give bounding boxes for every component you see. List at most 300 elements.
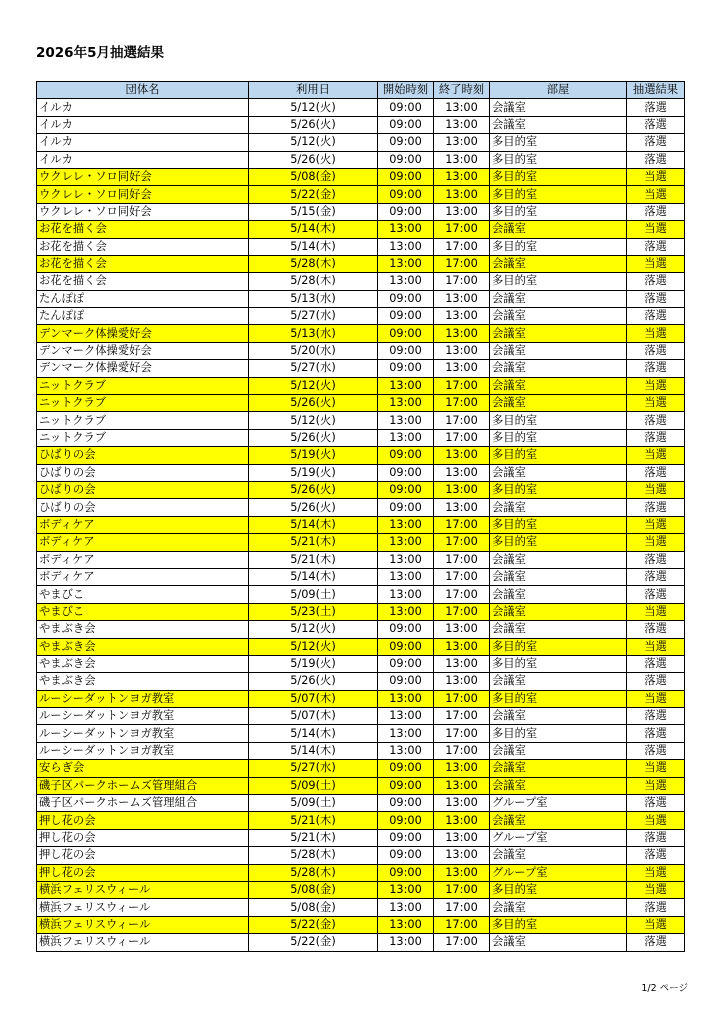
start-time-cell: 09:00	[378, 847, 434, 864]
use-date-cell: 5/28(木)	[249, 255, 378, 272]
end-time-cell: 13:00	[434, 168, 490, 185]
use-date-cell: 5/26(火)	[249, 151, 378, 168]
result-cell: 当選	[627, 377, 685, 394]
use-date-cell: 5/21(木)	[249, 534, 378, 551]
group-name-cell: イルカ	[37, 99, 249, 116]
start-time-cell: 13:00	[378, 516, 434, 533]
room-cell: 会議室	[490, 742, 627, 759]
use-date-cell: 5/12(火)	[249, 621, 378, 638]
table-row	[37, 899, 685, 916]
use-date-cell: 5/12(火)	[249, 134, 378, 151]
result-cell: 落選	[627, 725, 685, 742]
room-cell: 会議室	[490, 377, 627, 394]
room-cell: 多目的室	[490, 916, 627, 933]
group-name-cell: 安らぎ会	[37, 760, 249, 777]
use-date-cell: 5/21(木)	[249, 812, 378, 829]
start-time-cell: 09:00	[378, 99, 434, 116]
use-date-cell: 5/14(木)	[249, 742, 378, 759]
table-row	[37, 464, 685, 481]
use-date-cell: 5/09(土)	[249, 586, 378, 603]
end-time-cell: 17:00	[434, 255, 490, 272]
room-cell: 会議室	[490, 464, 627, 481]
start-time-cell: 13:00	[378, 725, 434, 742]
room-cell: 多目的室	[490, 273, 627, 290]
header-end-time: 終了時刻	[434, 82, 490, 99]
result-cell: 落選	[627, 273, 685, 290]
start-time-cell: 09:00	[378, 151, 434, 168]
use-date-cell: 5/26(火)	[249, 116, 378, 133]
end-time-cell: 17:00	[434, 708, 490, 725]
end-time-cell: 17:00	[434, 551, 490, 568]
group-name-cell: イルカ	[37, 151, 249, 168]
end-time-cell: 13:00	[434, 621, 490, 638]
result-cell: 落選	[627, 655, 685, 672]
use-date-cell: 5/15(金)	[249, 203, 378, 220]
start-time-cell: 13:00	[378, 255, 434, 272]
use-date-cell: 5/13(水)	[249, 325, 378, 342]
result-cell: 当選	[627, 812, 685, 829]
start-time-cell: 09:00	[378, 777, 434, 794]
group-name-cell: イルカ	[37, 116, 249, 133]
header-room: 部屋	[490, 82, 627, 99]
table-row	[37, 481, 685, 498]
start-time-cell: 09:00	[378, 499, 434, 516]
table-row	[37, 673, 685, 690]
use-date-cell: 5/22(金)	[249, 186, 378, 203]
start-time-cell: 13:00	[378, 551, 434, 568]
group-name-cell: ウクレレ・ソロ同好会	[37, 203, 249, 220]
group-name-cell: やまぶき会	[37, 621, 249, 638]
table-row	[37, 864, 685, 881]
result-cell: 落選	[627, 621, 685, 638]
end-time-cell: 13:00	[434, 638, 490, 655]
result-cell: 落選	[627, 308, 685, 325]
table-row	[37, 447, 685, 464]
end-time-cell: 17:00	[434, 881, 490, 898]
group-name-cell: イルカ	[37, 134, 249, 151]
room-cell: 多目的室	[490, 690, 627, 707]
start-time-cell: 09:00	[378, 655, 434, 672]
result-cell: 落選	[627, 151, 685, 168]
group-name-cell: ニットクラブ	[37, 412, 249, 429]
use-date-cell: 5/21(木)	[249, 829, 378, 846]
table-row	[37, 603, 685, 620]
room-cell: 会議室	[490, 395, 627, 412]
start-time-cell: 13:00	[378, 568, 434, 585]
end-time-cell: 17:00	[434, 221, 490, 238]
result-cell: 落選	[627, 899, 685, 916]
use-date-cell: 5/12(火)	[249, 99, 378, 116]
end-time-cell: 17:00	[434, 742, 490, 759]
lottery-results-table	[36, 81, 685, 952]
group-name-cell: ひばりの会	[37, 464, 249, 481]
start-time-cell: 09:00	[378, 308, 434, 325]
table-row	[37, 238, 685, 255]
end-time-cell: 13:00	[434, 447, 490, 464]
end-time-cell: 13:00	[434, 464, 490, 481]
result-cell: 落選	[627, 429, 685, 446]
start-time-cell: 13:00	[378, 221, 434, 238]
table-row	[37, 168, 685, 185]
room-cell: 会議室	[490, 568, 627, 585]
end-time-cell: 17:00	[434, 412, 490, 429]
room-cell: 会議室	[490, 290, 627, 307]
end-time-cell: 13:00	[434, 777, 490, 794]
start-time-cell: 09:00	[378, 116, 434, 133]
group-name-cell: お花を描く会	[37, 221, 249, 238]
use-date-cell: 5/12(火)	[249, 412, 378, 429]
use-date-cell: 5/26(火)	[249, 481, 378, 498]
end-time-cell: 13:00	[434, 847, 490, 864]
page-indicator: 1/2 ページ	[641, 983, 688, 994]
group-name-cell: 横浜フェリスウィール	[37, 899, 249, 916]
end-time-cell: 17:00	[434, 516, 490, 533]
use-date-cell: 5/28(木)	[249, 864, 378, 881]
room-cell: 会議室	[490, 360, 627, 377]
table-row	[37, 934, 685, 951]
table-row	[37, 742, 685, 759]
room-cell: 会議室	[490, 812, 627, 829]
end-time-cell: 17:00	[434, 586, 490, 603]
group-name-cell: 押し花の会	[37, 812, 249, 829]
table-body	[37, 99, 685, 951]
table-row	[37, 847, 685, 864]
room-cell: 会議室	[490, 221, 627, 238]
result-cell: 当選	[627, 916, 685, 933]
table-header-row	[37, 82, 685, 99]
start-time-cell: 13:00	[378, 395, 434, 412]
group-name-cell: デンマーク体操愛好会	[37, 360, 249, 377]
end-time-cell: 13:00	[434, 760, 490, 777]
result-cell: 落選	[627, 673, 685, 690]
result-cell: 落選	[627, 795, 685, 812]
end-time-cell: 17:00	[434, 916, 490, 933]
page-title: 2026年5月抽選結果	[36, 45, 164, 61]
room-cell: 会議室	[490, 308, 627, 325]
use-date-cell: 5/09(土)	[249, 795, 378, 812]
start-time-cell: 13:00	[378, 238, 434, 255]
result-cell: 落選	[627, 742, 685, 759]
room-cell: 会議室	[490, 777, 627, 794]
group-name-cell: ルーシーダットンヨガ教室	[37, 742, 249, 759]
group-name-cell: やまびこ	[37, 586, 249, 603]
table-row	[37, 638, 685, 655]
end-time-cell: 13:00	[434, 673, 490, 690]
end-time-cell: 17:00	[434, 534, 490, 551]
result-cell: 落選	[627, 586, 685, 603]
group-name-cell: ルーシーダットンヨガ教室	[37, 690, 249, 707]
room-cell: 多目的室	[490, 481, 627, 498]
group-name-cell: たんぽぽ	[37, 290, 249, 307]
use-date-cell: 5/08(金)	[249, 168, 378, 185]
use-date-cell: 5/26(火)	[249, 429, 378, 446]
group-name-cell: 横浜フェリスウィール	[37, 881, 249, 898]
result-cell: 落選	[627, 116, 685, 133]
end-time-cell: 13:00	[434, 829, 490, 846]
end-time-cell: 17:00	[434, 690, 490, 707]
room-cell: 多目的室	[490, 638, 627, 655]
room-cell: 会議室	[490, 551, 627, 568]
group-name-cell: ひばりの会	[37, 481, 249, 498]
group-name-cell: やまぶき会	[37, 638, 249, 655]
room-cell: 多目的室	[490, 725, 627, 742]
start-time-cell: 13:00	[378, 412, 434, 429]
result-cell: 当選	[627, 864, 685, 881]
end-time-cell: 13:00	[434, 186, 490, 203]
result-cell: 落選	[627, 342, 685, 359]
start-time-cell: 13:00	[378, 916, 434, 933]
result-cell: 落選	[627, 134, 685, 151]
table-row	[37, 221, 685, 238]
result-cell: 落選	[627, 360, 685, 377]
start-time-cell: 09:00	[378, 186, 434, 203]
room-cell: 多目的室	[490, 516, 627, 533]
group-name-cell: ひばりの会	[37, 499, 249, 516]
room-cell: 多目的室	[490, 238, 627, 255]
use-date-cell: 5/14(木)	[249, 725, 378, 742]
group-name-cell: ルーシーダットンヨガ教室	[37, 708, 249, 725]
end-time-cell: 17:00	[434, 238, 490, 255]
group-name-cell: ルーシーダットンヨガ教室	[37, 725, 249, 742]
use-date-cell: 5/23(土)	[249, 603, 378, 620]
group-name-cell: ニットクラブ	[37, 395, 249, 412]
end-time-cell: 13:00	[434, 655, 490, 672]
group-name-cell: 横浜フェリスウィール	[37, 934, 249, 951]
use-date-cell: 5/14(木)	[249, 568, 378, 585]
result-cell: 落選	[627, 934, 685, 951]
table-row	[37, 429, 685, 446]
start-time-cell: 09:00	[378, 342, 434, 359]
start-time-cell: 09:00	[378, 621, 434, 638]
use-date-cell: 5/28(木)	[249, 847, 378, 864]
table-row	[37, 395, 685, 412]
table-row	[37, 290, 685, 307]
room-cell: 会議室	[490, 899, 627, 916]
group-name-cell: ボディケア	[37, 516, 249, 533]
use-date-cell: 5/22(金)	[249, 916, 378, 933]
result-cell: 落選	[627, 412, 685, 429]
use-date-cell: 5/27(水)	[249, 760, 378, 777]
end-time-cell: 13:00	[434, 134, 490, 151]
table-row	[37, 499, 685, 516]
group-name-cell: ウクレレ・ソロ同好会	[37, 168, 249, 185]
start-time-cell: 13:00	[378, 534, 434, 551]
room-cell: グループ室	[490, 864, 627, 881]
result-cell: 落選	[627, 568, 685, 585]
header-use-date: 利用日	[249, 82, 378, 99]
start-time-cell: 09:00	[378, 864, 434, 881]
start-time-cell: 13:00	[378, 708, 434, 725]
result-cell: 当選	[627, 690, 685, 707]
start-time-cell: 09:00	[378, 325, 434, 342]
table-row	[37, 308, 685, 325]
group-name-cell: 押し花の会	[37, 829, 249, 846]
room-cell: 会議室	[490, 673, 627, 690]
start-time-cell: 09:00	[378, 290, 434, 307]
result-cell: 当選	[627, 881, 685, 898]
room-cell: 会議室	[490, 255, 627, 272]
result-cell: 当選	[627, 447, 685, 464]
start-time-cell: 09:00	[378, 168, 434, 185]
start-time-cell: 13:00	[378, 586, 434, 603]
result-cell: 落選	[627, 99, 685, 116]
group-name-cell: 磯子区パークホームズ管理組合	[37, 795, 249, 812]
use-date-cell: 5/07(木)	[249, 690, 378, 707]
room-cell: 会議室	[490, 116, 627, 133]
result-cell: 落選	[627, 464, 685, 481]
start-time-cell: 09:00	[378, 464, 434, 481]
result-cell: 落選	[627, 238, 685, 255]
header-result: 抽選結果	[627, 82, 685, 99]
header-start-time: 開始時刻	[378, 82, 434, 99]
table-row	[37, 342, 685, 359]
table-row	[37, 412, 685, 429]
result-cell: 当選	[627, 534, 685, 551]
end-time-cell: 13:00	[434, 203, 490, 220]
room-cell: 多目的室	[490, 447, 627, 464]
end-time-cell: 13:00	[434, 325, 490, 342]
room-cell: グループ室	[490, 829, 627, 846]
start-time-cell: 09:00	[378, 134, 434, 151]
start-time-cell: 13:00	[378, 899, 434, 916]
room-cell: グループ室	[490, 795, 627, 812]
result-cell: 当選	[627, 777, 685, 794]
group-name-cell: お花を描く会	[37, 273, 249, 290]
table-row	[37, 134, 685, 151]
end-time-cell: 13:00	[434, 290, 490, 307]
end-time-cell: 13:00	[434, 360, 490, 377]
end-time-cell: 13:00	[434, 795, 490, 812]
use-date-cell: 5/12(火)	[249, 377, 378, 394]
result-cell: 当選	[627, 255, 685, 272]
group-name-cell: ボディケア	[37, 568, 249, 585]
start-time-cell: 13:00	[378, 934, 434, 951]
use-date-cell: 5/26(火)	[249, 395, 378, 412]
use-date-cell: 5/26(火)	[249, 673, 378, 690]
end-time-cell: 17:00	[434, 899, 490, 916]
result-cell: 当選	[627, 168, 685, 185]
use-date-cell: 5/19(火)	[249, 655, 378, 672]
result-cell: 落選	[627, 847, 685, 864]
use-date-cell: 5/19(火)	[249, 464, 378, 481]
room-cell: 多目的室	[490, 412, 627, 429]
room-cell: 多目的室	[490, 134, 627, 151]
use-date-cell: 5/13(水)	[249, 290, 378, 307]
table-row	[37, 655, 685, 672]
table-row	[37, 151, 685, 168]
group-name-cell: ひばりの会	[37, 447, 249, 464]
group-name-cell: ニットクラブ	[37, 377, 249, 394]
group-name-cell: デンマーク体操愛好会	[37, 325, 249, 342]
result-cell: 落選	[627, 829, 685, 846]
use-date-cell: 5/28(木)	[249, 273, 378, 290]
use-date-cell: 5/12(火)	[249, 638, 378, 655]
use-date-cell: 5/22(金)	[249, 934, 378, 951]
table-row	[37, 586, 685, 603]
header-group-name: 団体名	[37, 82, 249, 99]
room-cell: 多目的室	[490, 168, 627, 185]
start-time-cell: 13:00	[378, 603, 434, 620]
use-date-cell: 5/14(木)	[249, 516, 378, 533]
group-name-cell: 磯子区パークホームズ管理組合	[37, 777, 249, 794]
group-name-cell: デンマーク体操愛好会	[37, 342, 249, 359]
table-row	[37, 255, 685, 272]
table-row	[37, 881, 685, 898]
use-date-cell: 5/26(火)	[249, 499, 378, 516]
result-cell: 当選	[627, 481, 685, 498]
table-row	[37, 829, 685, 846]
table-row	[37, 568, 685, 585]
end-time-cell: 13:00	[434, 151, 490, 168]
table-row	[37, 516, 685, 533]
use-date-cell: 5/14(木)	[249, 238, 378, 255]
result-cell: 落選	[627, 290, 685, 307]
end-time-cell: 17:00	[434, 273, 490, 290]
use-date-cell: 5/27(水)	[249, 308, 378, 325]
room-cell: 会議室	[490, 499, 627, 516]
start-time-cell: 13:00	[378, 881, 434, 898]
use-date-cell: 5/21(木)	[249, 551, 378, 568]
end-time-cell: 17:00	[434, 603, 490, 620]
end-time-cell: 17:00	[434, 377, 490, 394]
group-name-cell: たんぽぽ	[37, 308, 249, 325]
table-row	[37, 99, 685, 116]
group-name-cell: お花を描く会	[37, 255, 249, 272]
group-name-cell: ウクレレ・ソロ同好会	[37, 186, 249, 203]
result-cell: 落選	[627, 551, 685, 568]
end-time-cell: 13:00	[434, 308, 490, 325]
end-time-cell: 13:00	[434, 99, 490, 116]
result-cell: 落選	[627, 708, 685, 725]
group-name-cell: 横浜フェリスウィール	[37, 916, 249, 933]
group-name-cell: ニットクラブ	[37, 429, 249, 446]
group-name-cell: やまびこ	[37, 603, 249, 620]
room-cell: 会議室	[490, 342, 627, 359]
result-cell: 当選	[627, 760, 685, 777]
group-name-cell: ボディケア	[37, 534, 249, 551]
group-name-cell: やまぶき会	[37, 655, 249, 672]
table-row	[37, 777, 685, 794]
group-name-cell: お花を描く会	[37, 238, 249, 255]
end-time-cell: 17:00	[434, 725, 490, 742]
start-time-cell: 13:00	[378, 742, 434, 759]
start-time-cell: 09:00	[378, 829, 434, 846]
use-date-cell: 5/09(土)	[249, 777, 378, 794]
end-time-cell: 17:00	[434, 429, 490, 446]
start-time-cell: 09:00	[378, 481, 434, 498]
use-date-cell: 5/19(火)	[249, 447, 378, 464]
table-row	[37, 360, 685, 377]
start-time-cell: 13:00	[378, 273, 434, 290]
result-cell: 当選	[627, 516, 685, 533]
start-time-cell: 09:00	[378, 760, 434, 777]
room-cell: 多目的室	[490, 534, 627, 551]
end-time-cell: 13:00	[434, 499, 490, 516]
start-time-cell: 13:00	[378, 429, 434, 446]
room-cell: 多目的室	[490, 186, 627, 203]
result-cell: 当選	[627, 395, 685, 412]
start-time-cell: 09:00	[378, 447, 434, 464]
start-time-cell: 13:00	[378, 377, 434, 394]
end-time-cell: 13:00	[434, 481, 490, 498]
start-time-cell: 09:00	[378, 360, 434, 377]
table-row	[37, 186, 685, 203]
end-time-cell: 13:00	[434, 116, 490, 133]
start-time-cell: 09:00	[378, 812, 434, 829]
table-row	[37, 725, 685, 742]
table-row	[37, 916, 685, 933]
room-cell: 多目的室	[490, 151, 627, 168]
